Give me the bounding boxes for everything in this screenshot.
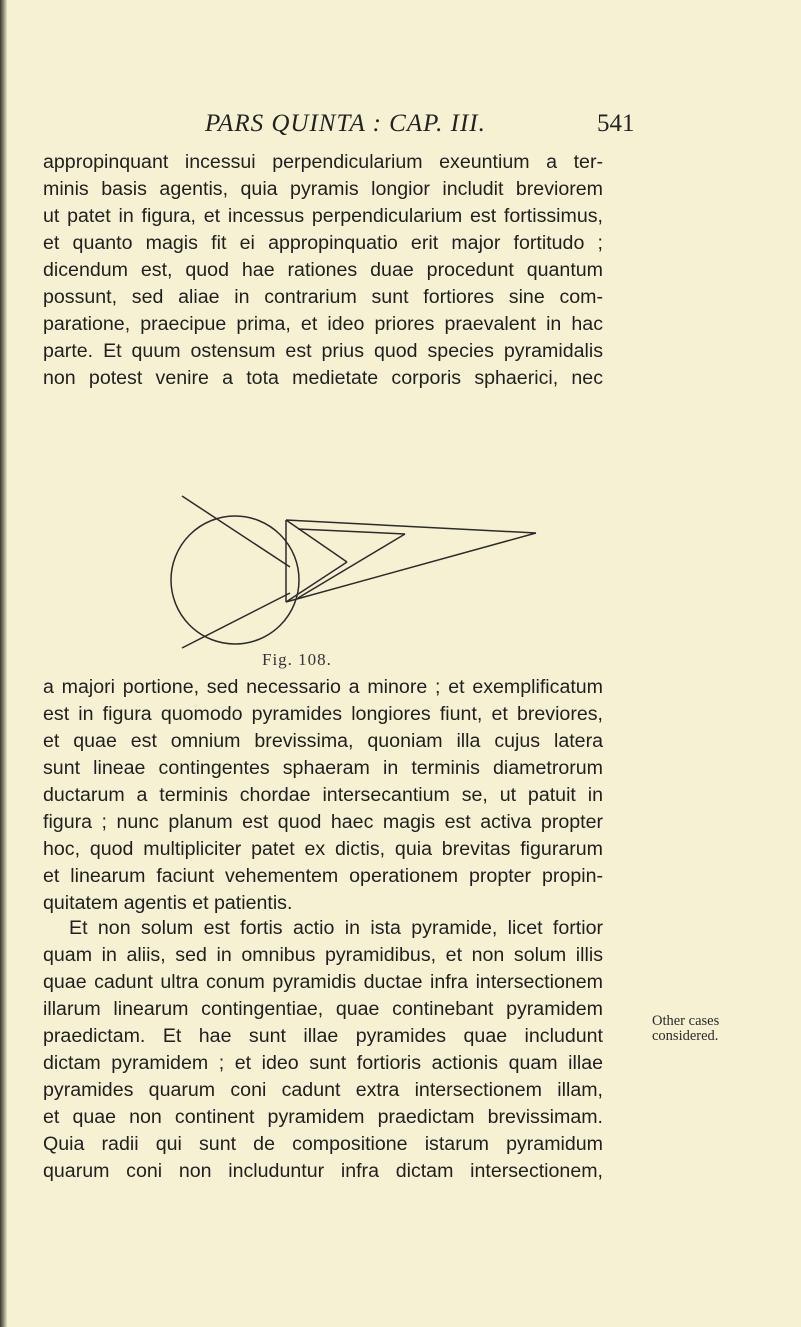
text-line: a majori portione, sed necessario a minore ; et exemplificatum [43,676,603,698]
text-line: dictam pyramidem ; et ideo sunt fortioris actionis quam illae [43,1052,603,1074]
pyramid-short-lower-edge [298,534,405,598]
text-line: ut patet in figura, et incessus perpendicularium est fortissimus, [43,205,603,227]
text-line: appropinquant incessui perpendicularium exeuntium a ter- [43,151,603,173]
text-line: Quia radii qui sunt de compositione istarum pyramidum [43,1133,603,1155]
tangent-line-upper-extended [182,496,290,567]
text-line: illarum linearum contingentiae, quae continebant pyramidem [43,998,603,1020]
text-line: paratione, praecipue prima, et ideo priores praevalent in hac [43,313,603,335]
text-line: parte. Et quum ostensum est prius quod species pyramidalis [43,340,603,362]
text-line: quam in aliis, sed in omnibus pyramidibus, et non solum illis [43,944,603,966]
text-line: quarum coni non includuntur infra dictam intersectionem, [43,1160,603,1182]
text-line: figura ; nunc planum est quod haec magis est activa propter [43,811,603,833]
text-line: et quanto magis fit ei appropinquatio erit major fortitudo ; [43,232,603,254]
text-line: et quae est omnium brevissima, quoniam illa cujus latera [43,730,603,752]
inner-line-upper [286,520,347,562]
text-line: dicendum est, quod hae rationes duae procedunt quantum [43,259,603,281]
paragraph-1 [43,149,603,392]
text-line: hoc, quod multipliciter patet ex dictis, quia brevitas figurarum [43,838,603,860]
text-line: pyramides quarum coni cadunt extra intersectionem illam, [43,1079,603,1101]
tangent-line-lower-extended [182,593,290,648]
paragraph-3 [43,915,603,1185]
figure-caption: Fig. 108. [262,650,332,669]
figure-108 [150,476,550,668]
pyramid-short-upper-edge [298,529,405,534]
text-line: Et non solum est fortis actio in ista pyramide, licet fortior [69,917,603,939]
text-line: non potest venire a tota medietate corporis sphaerici, nec [43,367,603,389]
running-head: PARS QUINTA : CAP. III. [205,110,486,137]
margin-note [652,1014,801,1044]
pyramid-long-upper-edge [286,520,536,533]
text-line: et linearum faciunt vehementem operationem propter propin- [43,865,603,887]
text-line: et quae non continent pyramidem praedictam brevissimam. [43,1106,603,1128]
text-line: est in figura quomodo pyramides longiores fiunt, et breviores, [43,703,603,725]
page-binding-edge [0,0,7,1327]
text-line: quae cadunt ultra conum pyramidis ductae infra intersectionem [43,971,603,993]
text-line: quitatem agentis et patientis. [43,892,293,914]
pyramid-long-lower-edge [286,533,536,602]
page-number: 541 [597,110,635,137]
sphere-circle [171,516,299,644]
text-line: praedictam. Et hae sunt illae pyramides quae includunt [43,1025,603,1047]
page-header [0,106,801,142]
text-line: ductarum a terminis chordae intersecantium se, ut patuit in [43,784,603,806]
text-line: possunt, sed aliae in contrarium sunt fortiores sine com- [43,286,603,308]
paragraph-2 [43,674,603,917]
text-line: minis basis agentis, quia pyramis longior includit breviorem [43,178,603,200]
inner-line-lower [286,562,347,602]
margin-note-line: considered. [652,1028,719,1044]
margin-note-line: Other cases [652,1013,720,1029]
pyramid-diagram [150,476,550,668]
text-line: sunt lineae contingentes sphaeram in terminis diametrorum [43,757,603,779]
